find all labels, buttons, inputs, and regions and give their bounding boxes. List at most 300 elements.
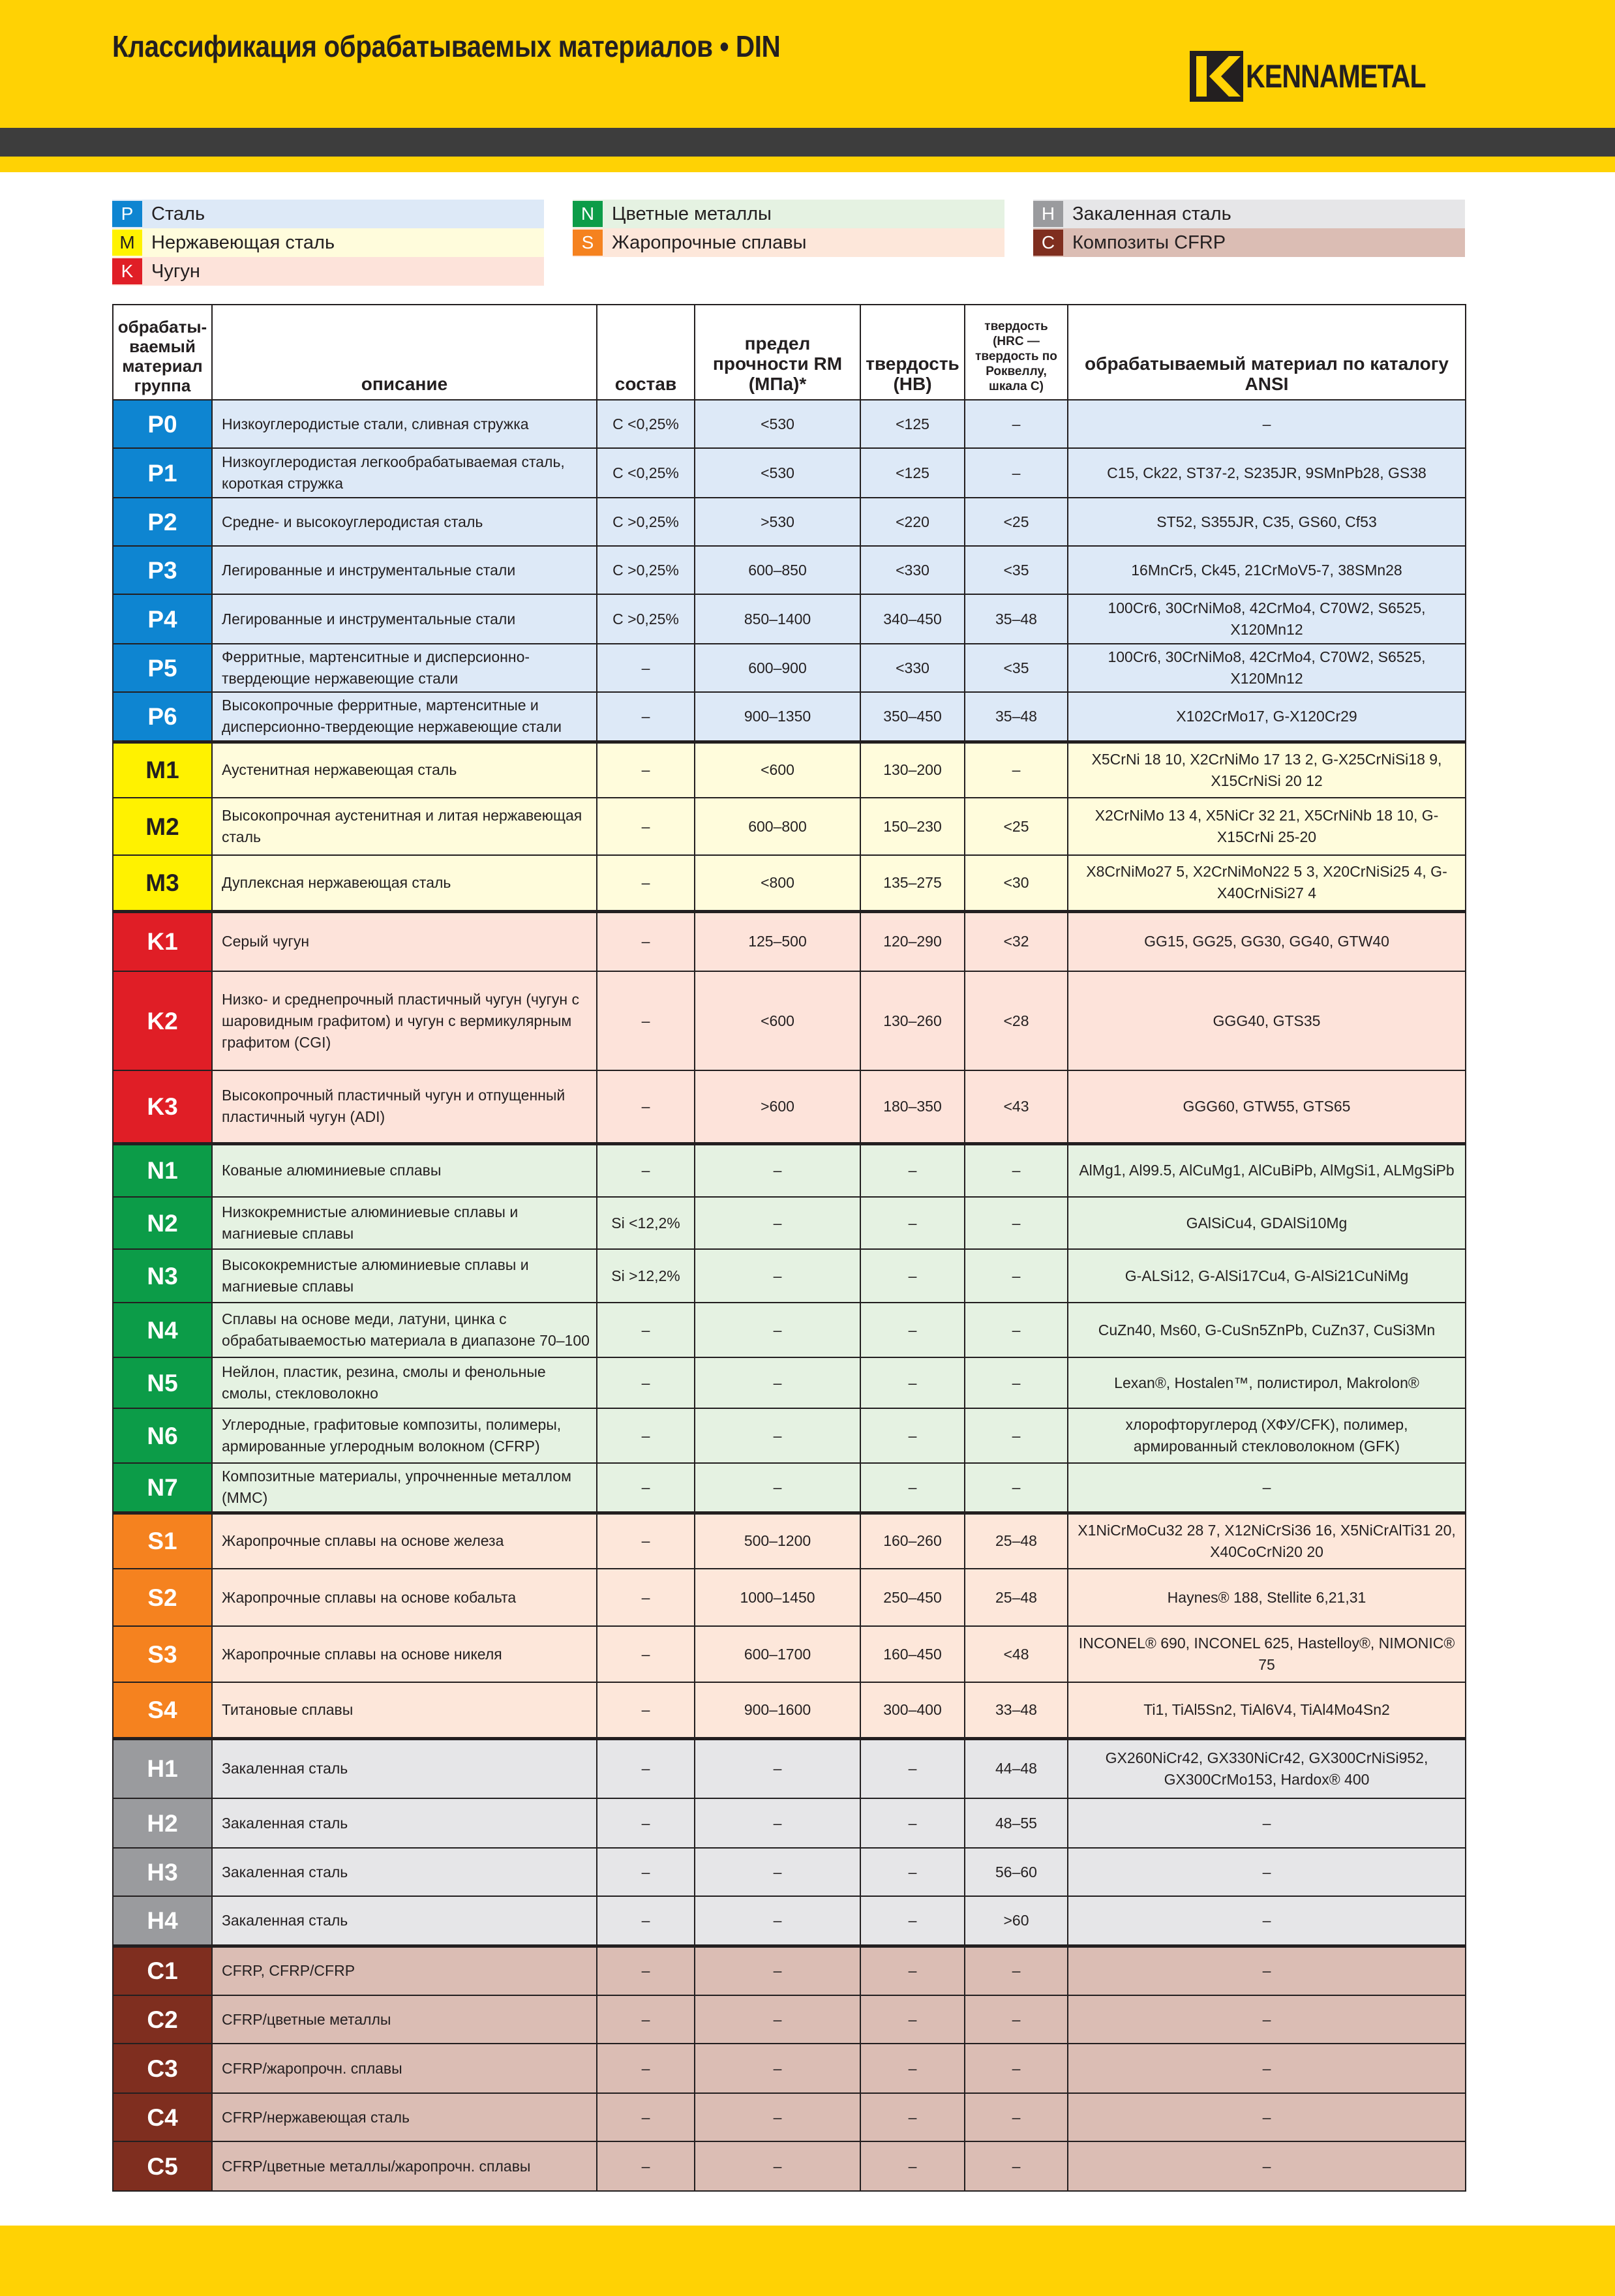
- table-row: [113, 2093, 1466, 2141]
- cell-code: N5: [113, 1357, 212, 1408]
- cell-hardness-hrc: <30: [965, 855, 1068, 911]
- cell-strength: 900–1350: [695, 692, 860, 742]
- cell-strength: –: [695, 1197, 860, 1249]
- table-row: [113, 1738, 1466, 1798]
- cell-hardness-hb: 135–275: [860, 855, 965, 911]
- cell-strength: –: [695, 1408, 860, 1463]
- cell-description: CFRP/цветные металлы: [212, 1995, 597, 2044]
- cell-hardness-hb: –: [860, 1848, 965, 1896]
- cell-description: Высокопрочная аустенитная и литая нержавеющая сталь: [212, 798, 597, 855]
- cell-ansi: –: [1068, 1848, 1466, 1896]
- cell-ansi: –: [1068, 1946, 1466, 1995]
- cell-composition: –: [597, 1682, 695, 1738]
- cell-description: Закаленная сталь: [212, 1848, 597, 1896]
- table-row: [113, 911, 1466, 971]
- table-row: [113, 1682, 1466, 1738]
- cell-hardness-hb: –: [860, 2044, 965, 2093]
- cell-strength: 500–1200: [695, 1513, 860, 1569]
- legend-item-k: [112, 257, 544, 286]
- cell-description: Низкоуглеродистые стали, сливная стружка: [212, 400, 597, 448]
- table-row: [113, 1303, 1466, 1357]
- cell-code: S4: [113, 1682, 212, 1738]
- cell-description: Высокопрочные ферритные, мартенситные и дисперсионно-твердеющие нержавеющие стали: [212, 692, 597, 742]
- cell-hardness-hrc: –: [965, 1249, 1068, 1303]
- header-composition: состав: [597, 305, 695, 400]
- cell-ansi: –: [1068, 400, 1466, 448]
- cell-hardness-hb: –: [860, 2141, 965, 2191]
- cell-ansi: –: [1068, 1995, 1466, 2044]
- cell-hardness-hb: –: [860, 1357, 965, 1408]
- kennametal-logo: [1190, 51, 1465, 102]
- cell-hardness-hrc: 35–48: [965, 594, 1068, 644]
- cell-strength: –: [695, 1249, 860, 1303]
- cell-strength: <600: [695, 742, 860, 798]
- table-row: [113, 1896, 1466, 1946]
- cell-ansi: –: [1068, 1463, 1466, 1513]
- header-dark-stripe: [0, 128, 1615, 157]
- table-row: [113, 2044, 1466, 2093]
- cell-code: P6: [113, 692, 212, 742]
- cell-strength: 900–1600: [695, 1682, 860, 1738]
- cell-ansi: X5CrNi 18 10, X2CrNiMo 17 13 2, G-X25CrNiSi18 9, X15CrNiSi 20 12: [1068, 742, 1466, 798]
- cell-hardness-hrc: <25: [965, 498, 1068, 546]
- footer-band: [0, 2226, 1615, 2296]
- table-row: [113, 971, 1466, 1070]
- cell-description: CFRP/жаропрочн. сплавы: [212, 2044, 597, 2093]
- cell-hardness-hb: –: [860, 1946, 965, 1995]
- cell-hardness-hrc: <32: [965, 911, 1068, 971]
- cell-hardness-hb: 300–400: [860, 1682, 965, 1738]
- legend-badge-h: H: [1033, 201, 1063, 227]
- cell-ansi: X2CrNiMo 13 4, X5NiCr 32 21, X5CrNiNb 18 10, G-X15CrNi 25-20: [1068, 798, 1466, 855]
- cell-hardness-hrc: –: [965, 2093, 1068, 2141]
- legend-column-2: [573, 200, 1004, 257]
- legend-label-h: Закаленная сталь: [1072, 203, 1231, 224]
- cell-composition: –: [597, 2141, 695, 2191]
- cell-code: N7: [113, 1463, 212, 1513]
- cell-hardness-hb: –: [860, 1408, 965, 1463]
- cell-description: Кованые алюминиевые сплавы: [212, 1143, 597, 1197]
- cell-code: H3: [113, 1848, 212, 1896]
- cell-composition: –: [597, 1995, 695, 2044]
- cell-strength: –: [695, 1357, 860, 1408]
- table-row: [113, 448, 1466, 498]
- cell-composition: –: [597, 1408, 695, 1463]
- cell-strength: 600–850: [695, 546, 860, 594]
- table-row: [113, 498, 1466, 546]
- cell-description: Закаленная сталь: [212, 1798, 597, 1848]
- cell-hardness-hb: –: [860, 1798, 965, 1848]
- cell-ansi: C15, Ck22, ST37-2, S235JR, 9SMnPb28, GS38: [1068, 448, 1466, 498]
- cell-description: Серый чугун: [212, 911, 597, 971]
- cell-hardness-hrc: <35: [965, 644, 1068, 692]
- cell-code: C5: [113, 2141, 212, 2191]
- legend-item-p: [112, 200, 544, 228]
- cell-hardness-hb: 250–450: [860, 1569, 965, 1626]
- cell-hardness-hb: 350–450: [860, 692, 965, 742]
- cell-hardness-hb: <220: [860, 498, 965, 546]
- cell-strength: –: [695, 2044, 860, 2093]
- cell-description: Средне- и высокоуглеродистая сталь: [212, 498, 597, 546]
- legend-badge-p: P: [112, 201, 142, 227]
- cell-strength: 125–500: [695, 911, 860, 971]
- cell-hardness-hrc: <48: [965, 1626, 1068, 1682]
- cell-code: M2: [113, 798, 212, 855]
- cell-code: M3: [113, 855, 212, 911]
- cell-strength: 600–1700: [695, 1626, 860, 1682]
- table-row: [113, 1995, 1466, 2044]
- cell-code: H1: [113, 1738, 212, 1798]
- cell-composition: –: [597, 1626, 695, 1682]
- cell-hardness-hrc: –: [965, 1463, 1068, 1513]
- cell-code: H4: [113, 1896, 212, 1946]
- legend-item-m: [112, 228, 544, 257]
- cell-description: Жаропрочные сплавы на основе никеля: [212, 1626, 597, 1682]
- cell-hardness-hb: 160–450: [860, 1626, 965, 1682]
- cell-description: Дуплексная нержавеющая сталь: [212, 855, 597, 911]
- cell-code: C1: [113, 1946, 212, 1995]
- cell-composition: Si >12,2%: [597, 1249, 695, 1303]
- legend-item-h: [1033, 200, 1465, 228]
- table-row: [113, 546, 1466, 594]
- cell-description: Ферритные, мартенситные и дисперсионно-твердеющие нержавеющие стали: [212, 644, 597, 692]
- table-row: [113, 2141, 1466, 2191]
- cell-hardness-hrc: –: [965, 742, 1068, 798]
- cell-ansi: –: [1068, 2044, 1466, 2093]
- cell-hardness-hb: 130–260: [860, 971, 965, 1070]
- cell-description: Высококремнистые алюминиевые сплавы и магниевые сплавы: [212, 1249, 597, 1303]
- cell-description: Титановые сплавы: [212, 1682, 597, 1738]
- cell-description: Низкокремнистые алюминиевые сплавы и магниевые сплавы: [212, 1197, 597, 1249]
- cell-description: Жаропрочные сплавы на основе железа: [212, 1513, 597, 1569]
- cell-hardness-hb: 340–450: [860, 594, 965, 644]
- cell-hardness-hb: 130–200: [860, 742, 965, 798]
- cell-hardness-hrc: 25–48: [965, 1569, 1068, 1626]
- cell-strength: –: [695, 1738, 860, 1798]
- cell-code: K2: [113, 971, 212, 1070]
- cell-description: CFRP, CFRP/CFRP: [212, 1946, 597, 1995]
- cell-code: P4: [113, 594, 212, 644]
- cell-description: Легированные и инструментальные стали: [212, 546, 597, 594]
- table-row: [113, 1463, 1466, 1513]
- cell-ansi: 100Cr6, 30CrNiMo8, 42CrMo4, C70W2, S6525, X120Mn12: [1068, 644, 1466, 692]
- cell-ansi: Lexan®, Hostalen™, полистирол, Makrolon®: [1068, 1357, 1466, 1408]
- cell-ansi: Ti1, TiAl5Sn2, TiAl6V4, TiAl4Mo4Sn2: [1068, 1682, 1466, 1738]
- cell-hardness-hb: –: [860, 1995, 965, 2044]
- legend-label-k: Чугун: [151, 260, 200, 282]
- cell-ansi: INCONEL® 690, INCONEL 625, Hastelloy®, NIMONIC® 75: [1068, 1626, 1466, 1682]
- cell-composition: C >0,25%: [597, 498, 695, 546]
- cell-code: N2: [113, 1197, 212, 1249]
- cell-hardness-hrc: <25: [965, 798, 1068, 855]
- cell-code: N3: [113, 1249, 212, 1303]
- cell-hardness-hrc: –: [965, 1995, 1068, 2044]
- legend-label-m: Нержавеющая сталь: [151, 232, 335, 253]
- cell-hardness-hrc: –: [965, 1303, 1068, 1357]
- cell-hardness-hb: –: [860, 1896, 965, 1946]
- legend-item-c: [1033, 228, 1465, 257]
- material-classification-table: [112, 304, 1465, 2192]
- cell-code: S3: [113, 1626, 212, 1682]
- cell-composition: –: [597, 1357, 695, 1408]
- cell-hardness-hrc: –: [965, 1408, 1068, 1463]
- cell-ansi: –: [1068, 2141, 1466, 2191]
- cell-description: Композитные материалы, упрочненные металлом (MMC): [212, 1463, 597, 1513]
- cell-description: Нейлон, пластик, резина, смолы и фенольные смолы, стекловолокно: [212, 1357, 597, 1408]
- table-row: [113, 1143, 1466, 1197]
- table-row: [113, 1569, 1466, 1626]
- cell-strength: –: [695, 1995, 860, 2044]
- cell-strength: <530: [695, 448, 860, 498]
- cell-hardness-hrc: 44–48: [965, 1738, 1068, 1798]
- cell-ansi: X1NiCrMoCu32 28 7, X12NiCrSi36 16, X5NiCrAlTi31 20, X40CoCrNi20 20: [1068, 1513, 1466, 1569]
- cell-ansi: –: [1068, 1798, 1466, 1848]
- table-row: [113, 400, 1466, 448]
- cell-composition: –: [597, 2093, 695, 2141]
- cell-description: CFRP/цветные металлы/жаропрочн. сплавы: [212, 2141, 597, 2191]
- cell-code: S2: [113, 1569, 212, 1626]
- header-description: описание: [212, 305, 597, 400]
- cell-composition: –: [597, 1569, 695, 1626]
- header-band: [0, 0, 1615, 128]
- header-hardness-hrc: твердость (HRC — твердость по Роквеллу, шкала C): [965, 305, 1068, 400]
- cell-strength: –: [695, 2093, 860, 2141]
- header-yellow-stripe: [0, 157, 1615, 172]
- cell-code: P5: [113, 644, 212, 692]
- cell-composition: –: [597, 644, 695, 692]
- legend-label-p: Сталь: [151, 203, 205, 224]
- table-row: [113, 1197, 1466, 1249]
- cell-code: P0: [113, 400, 212, 448]
- cell-ansi: X102CrMo17, G-X120Cr29: [1068, 692, 1466, 742]
- cell-description: Жаропрочные сплавы на основе кобальта: [212, 1569, 597, 1626]
- table-row: [113, 1848, 1466, 1896]
- cell-strength: –: [695, 1848, 860, 1896]
- cell-ansi: G-ALSi12, G-AlSi17Cu4, G-AlSi21CuNiMg: [1068, 1249, 1466, 1303]
- cell-ansi: AlMg1, Al99.5, AlCuMg1, AlCuBiPb, AlMgSi1, ALMgSiPb: [1068, 1143, 1466, 1197]
- cell-composition: –: [597, 911, 695, 971]
- cell-description: CFRP/нержавеющая сталь: [212, 2093, 597, 2141]
- cell-strength: >530: [695, 498, 860, 546]
- cell-hardness-hb: –: [860, 1249, 965, 1303]
- table-row: [113, 1357, 1466, 1408]
- cell-composition: –: [597, 971, 695, 1070]
- header-ansi: обрабатываемый материал по каталогу ANSI: [1068, 305, 1466, 400]
- cell-composition: –: [597, 1143, 695, 1197]
- cell-code: N4: [113, 1303, 212, 1357]
- header-hardness-hb: твердость (HB): [860, 305, 965, 400]
- cell-code: N1: [113, 1143, 212, 1197]
- cell-ansi: ST52, S355JR, C35, GS60, Cf53: [1068, 498, 1466, 546]
- cell-code: K1: [113, 911, 212, 971]
- cell-composition: –: [597, 1303, 695, 1357]
- table-row: [113, 1798, 1466, 1848]
- cell-description: Углеродные, графитовые композиты, полимеры, армированные углеродным волокном (CFRP): [212, 1408, 597, 1463]
- cell-hardness-hrc: 33–48: [965, 1682, 1068, 1738]
- cell-hardness-hb: –: [860, 1143, 965, 1197]
- cell-hardness-hb: –: [860, 1738, 965, 1798]
- cell-description: Низко- и среднепрочный пластичный чугун (чугун с шаровидным графитом) и чугун с вермикулярным графитом (CGI): [212, 971, 597, 1070]
- cell-strength: 600–800: [695, 798, 860, 855]
- cell-strength: <530: [695, 400, 860, 448]
- cell-code: C4: [113, 2093, 212, 2141]
- table-row: [113, 798, 1466, 855]
- cell-strength: <800: [695, 855, 860, 911]
- cell-hardness-hb: <330: [860, 644, 965, 692]
- cell-composition: –: [597, 1463, 695, 1513]
- cell-composition: –: [597, 1738, 695, 1798]
- cell-description: Низкоуглеродистая легкообрабатываемая сталь, короткая стружка: [212, 448, 597, 498]
- cell-composition: C <0,25%: [597, 400, 695, 448]
- cell-hardness-hrc: 25–48: [965, 1513, 1068, 1569]
- cell-ansi: GG15, GG25, GG30, GG40, GTW40: [1068, 911, 1466, 971]
- cell-hardness-hb: –: [860, 1463, 965, 1513]
- cell-ansi: GX260NiCr42, GX330NiCr42, GX300CrNiSi952, GX300CrMo153, Hardox® 400: [1068, 1738, 1466, 1798]
- cell-hardness-hrc: –: [965, 2141, 1068, 2191]
- cell-description: Высокопрочный пластичный чугун и отпущенный пластичный чугун (ADI): [212, 1070, 597, 1143]
- cell-strength: –: [695, 1946, 860, 1995]
- cell-composition: –: [597, 1946, 695, 1995]
- legend-column-3: [1033, 200, 1465, 257]
- cell-ansi: X8CrNiMo27 5, X2CrNiMoN22 5 3, X20CrNiSi25 4, G-X40CrNiSi27 4: [1068, 855, 1466, 911]
- cell-code: C2: [113, 1995, 212, 2044]
- cell-strength: –: [695, 1798, 860, 1848]
- cell-composition: –: [597, 1070, 695, 1143]
- cell-ansi: GAlSiCu4, GDAlSi10Mg: [1068, 1197, 1466, 1249]
- cell-code: C3: [113, 2044, 212, 2093]
- cell-composition: –: [597, 798, 695, 855]
- cell-composition: –: [597, 1513, 695, 1569]
- cell-hardness-hb: –: [860, 1303, 965, 1357]
- table-row: [113, 692, 1466, 742]
- cell-description: Легированные и инструментальные стали: [212, 594, 597, 644]
- cell-composition: –: [597, 855, 695, 911]
- cell-description: Закаленная сталь: [212, 1738, 597, 1798]
- cell-code: P2: [113, 498, 212, 546]
- table-row: [113, 594, 1466, 644]
- cell-hardness-hrc: >60: [965, 1896, 1068, 1946]
- cell-code: N6: [113, 1408, 212, 1463]
- cell-code: H2: [113, 1798, 212, 1848]
- cell-hardness-hrc: –: [965, 1357, 1068, 1408]
- table-row: [113, 644, 1466, 692]
- cell-description: Аустенитная нержавеющая сталь: [212, 742, 597, 798]
- cell-code: K3: [113, 1070, 212, 1143]
- header-strength: предел прочности RM (МПа)*: [695, 305, 860, 400]
- cell-composition: Si <12,2%: [597, 1197, 695, 1249]
- cell-code: M1: [113, 742, 212, 798]
- cell-hardness-hrc: 56–60: [965, 1848, 1068, 1896]
- kennametal-k-icon: [1190, 51, 1243, 102]
- cell-strength: >600: [695, 1070, 860, 1143]
- cell-hardness-hrc: 35–48: [965, 692, 1068, 742]
- cell-strength: <600: [695, 971, 860, 1070]
- cell-description: Сплавы на основе меди, латуни, цинка с обрабатываемостью материала в диапазоне 70–100: [212, 1303, 597, 1357]
- cell-composition: –: [597, 1896, 695, 1946]
- cell-strength: –: [695, 1463, 860, 1513]
- cell-hardness-hrc: –: [965, 448, 1068, 498]
- cell-code: P3: [113, 546, 212, 594]
- cell-code: P1: [113, 448, 212, 498]
- kennametal-logo-text: KENNAMETAL: [1246, 58, 1426, 95]
- cell-hardness-hrc: –: [965, 2044, 1068, 2093]
- cell-ansi: –: [1068, 1896, 1466, 1946]
- table-row: [113, 1946, 1466, 1995]
- legend-badge-m: M: [112, 230, 142, 256]
- cell-ansi: GGG40, GTS35: [1068, 971, 1466, 1070]
- cell-hardness-hrc: –: [965, 400, 1068, 448]
- cell-ansi: хлорофторуглерод (ХФУ/CFK), полимер, армированный стекловолокном (GFK): [1068, 1408, 1466, 1463]
- cell-ansi: CuZn40, Ms60, G-CuSn5ZnPb, CuZn37, CuSi3Mn: [1068, 1303, 1466, 1357]
- cell-ansi: 16MnCr5, Ck45, 21CrMoV5-7, 38SMn28: [1068, 546, 1466, 594]
- cell-strength: 1000–1450: [695, 1569, 860, 1626]
- cell-hardness-hb: 150–230: [860, 798, 965, 855]
- cell-composition: –: [597, 1848, 695, 1896]
- cell-ansi: 100Cr6, 30CrNiMo8, 42CrMo4, C70W2, S6525, X120Mn12: [1068, 594, 1466, 644]
- legend-badge-n: N: [573, 201, 603, 227]
- table-row: [113, 1513, 1466, 1569]
- legend-badge-k: K: [112, 258, 142, 284]
- legend-item-n: [573, 200, 1004, 228]
- cell-hardness-hb: 180–350: [860, 1070, 965, 1143]
- cell-hardness-hb: –: [860, 2093, 965, 2141]
- table-row: [113, 855, 1466, 911]
- table-row: [113, 1626, 1466, 1682]
- cell-hardness-hb: <125: [860, 400, 965, 448]
- cell-composition: C >0,25%: [597, 594, 695, 644]
- cell-hardness-hrc: <43: [965, 1070, 1068, 1143]
- legend-label-c: Композиты CFRP: [1072, 232, 1226, 253]
- cell-composition: –: [597, 742, 695, 798]
- cell-ansi: Haynes® 188, Stellite 6,21,31: [1068, 1569, 1466, 1626]
- legend-column-1: [112, 200, 544, 286]
- header-group: обрабаты-ваемый материал группа: [113, 305, 212, 400]
- cell-hardness-hrc: –: [965, 1197, 1068, 1249]
- cell-composition: C <0,25%: [597, 448, 695, 498]
- cell-ansi: GGG60, GTW55, GTS65: [1068, 1070, 1466, 1143]
- cell-hardness-hb: –: [860, 1197, 965, 1249]
- legend-item-s: [573, 228, 1004, 257]
- cell-composition: –: [597, 2044, 695, 2093]
- cell-hardness-hb: 120–290: [860, 911, 965, 971]
- cell-composition: –: [597, 692, 695, 742]
- table-row: [113, 1408, 1466, 1463]
- cell-hardness-hb: <330: [860, 546, 965, 594]
- cell-hardness-hrc: <35: [965, 546, 1068, 594]
- cell-composition: –: [597, 1798, 695, 1848]
- cell-hardness-hrc: –: [965, 1143, 1068, 1197]
- cell-composition: C >0,25%: [597, 546, 695, 594]
- legend-label-n: Цветные металлы: [612, 203, 772, 224]
- cell-hardness-hb: <125: [860, 448, 965, 498]
- legend-badge-c: C: [1033, 230, 1063, 256]
- page-title: Классификация обрабатываемых материалов • DIN: [112, 29, 781, 63]
- cell-strength: –: [695, 1303, 860, 1357]
- cell-strength: –: [695, 1143, 860, 1197]
- cell-strength: –: [695, 1896, 860, 1946]
- cell-strength: 600–900: [695, 644, 860, 692]
- table-row: [113, 742, 1466, 798]
- legend-badge-s: S: [573, 230, 603, 256]
- cell-strength: –: [695, 2141, 860, 2191]
- cell-ansi: –: [1068, 2093, 1466, 2141]
- cell-code: S1: [113, 1513, 212, 1569]
- cell-hardness-hrc: 48–55: [965, 1798, 1068, 1848]
- cell-description: Закаленная сталь: [212, 1896, 597, 1946]
- table-body: [113, 400, 1466, 2191]
- cell-strength: 850–1400: [695, 594, 860, 644]
- table-row: [113, 1070, 1466, 1143]
